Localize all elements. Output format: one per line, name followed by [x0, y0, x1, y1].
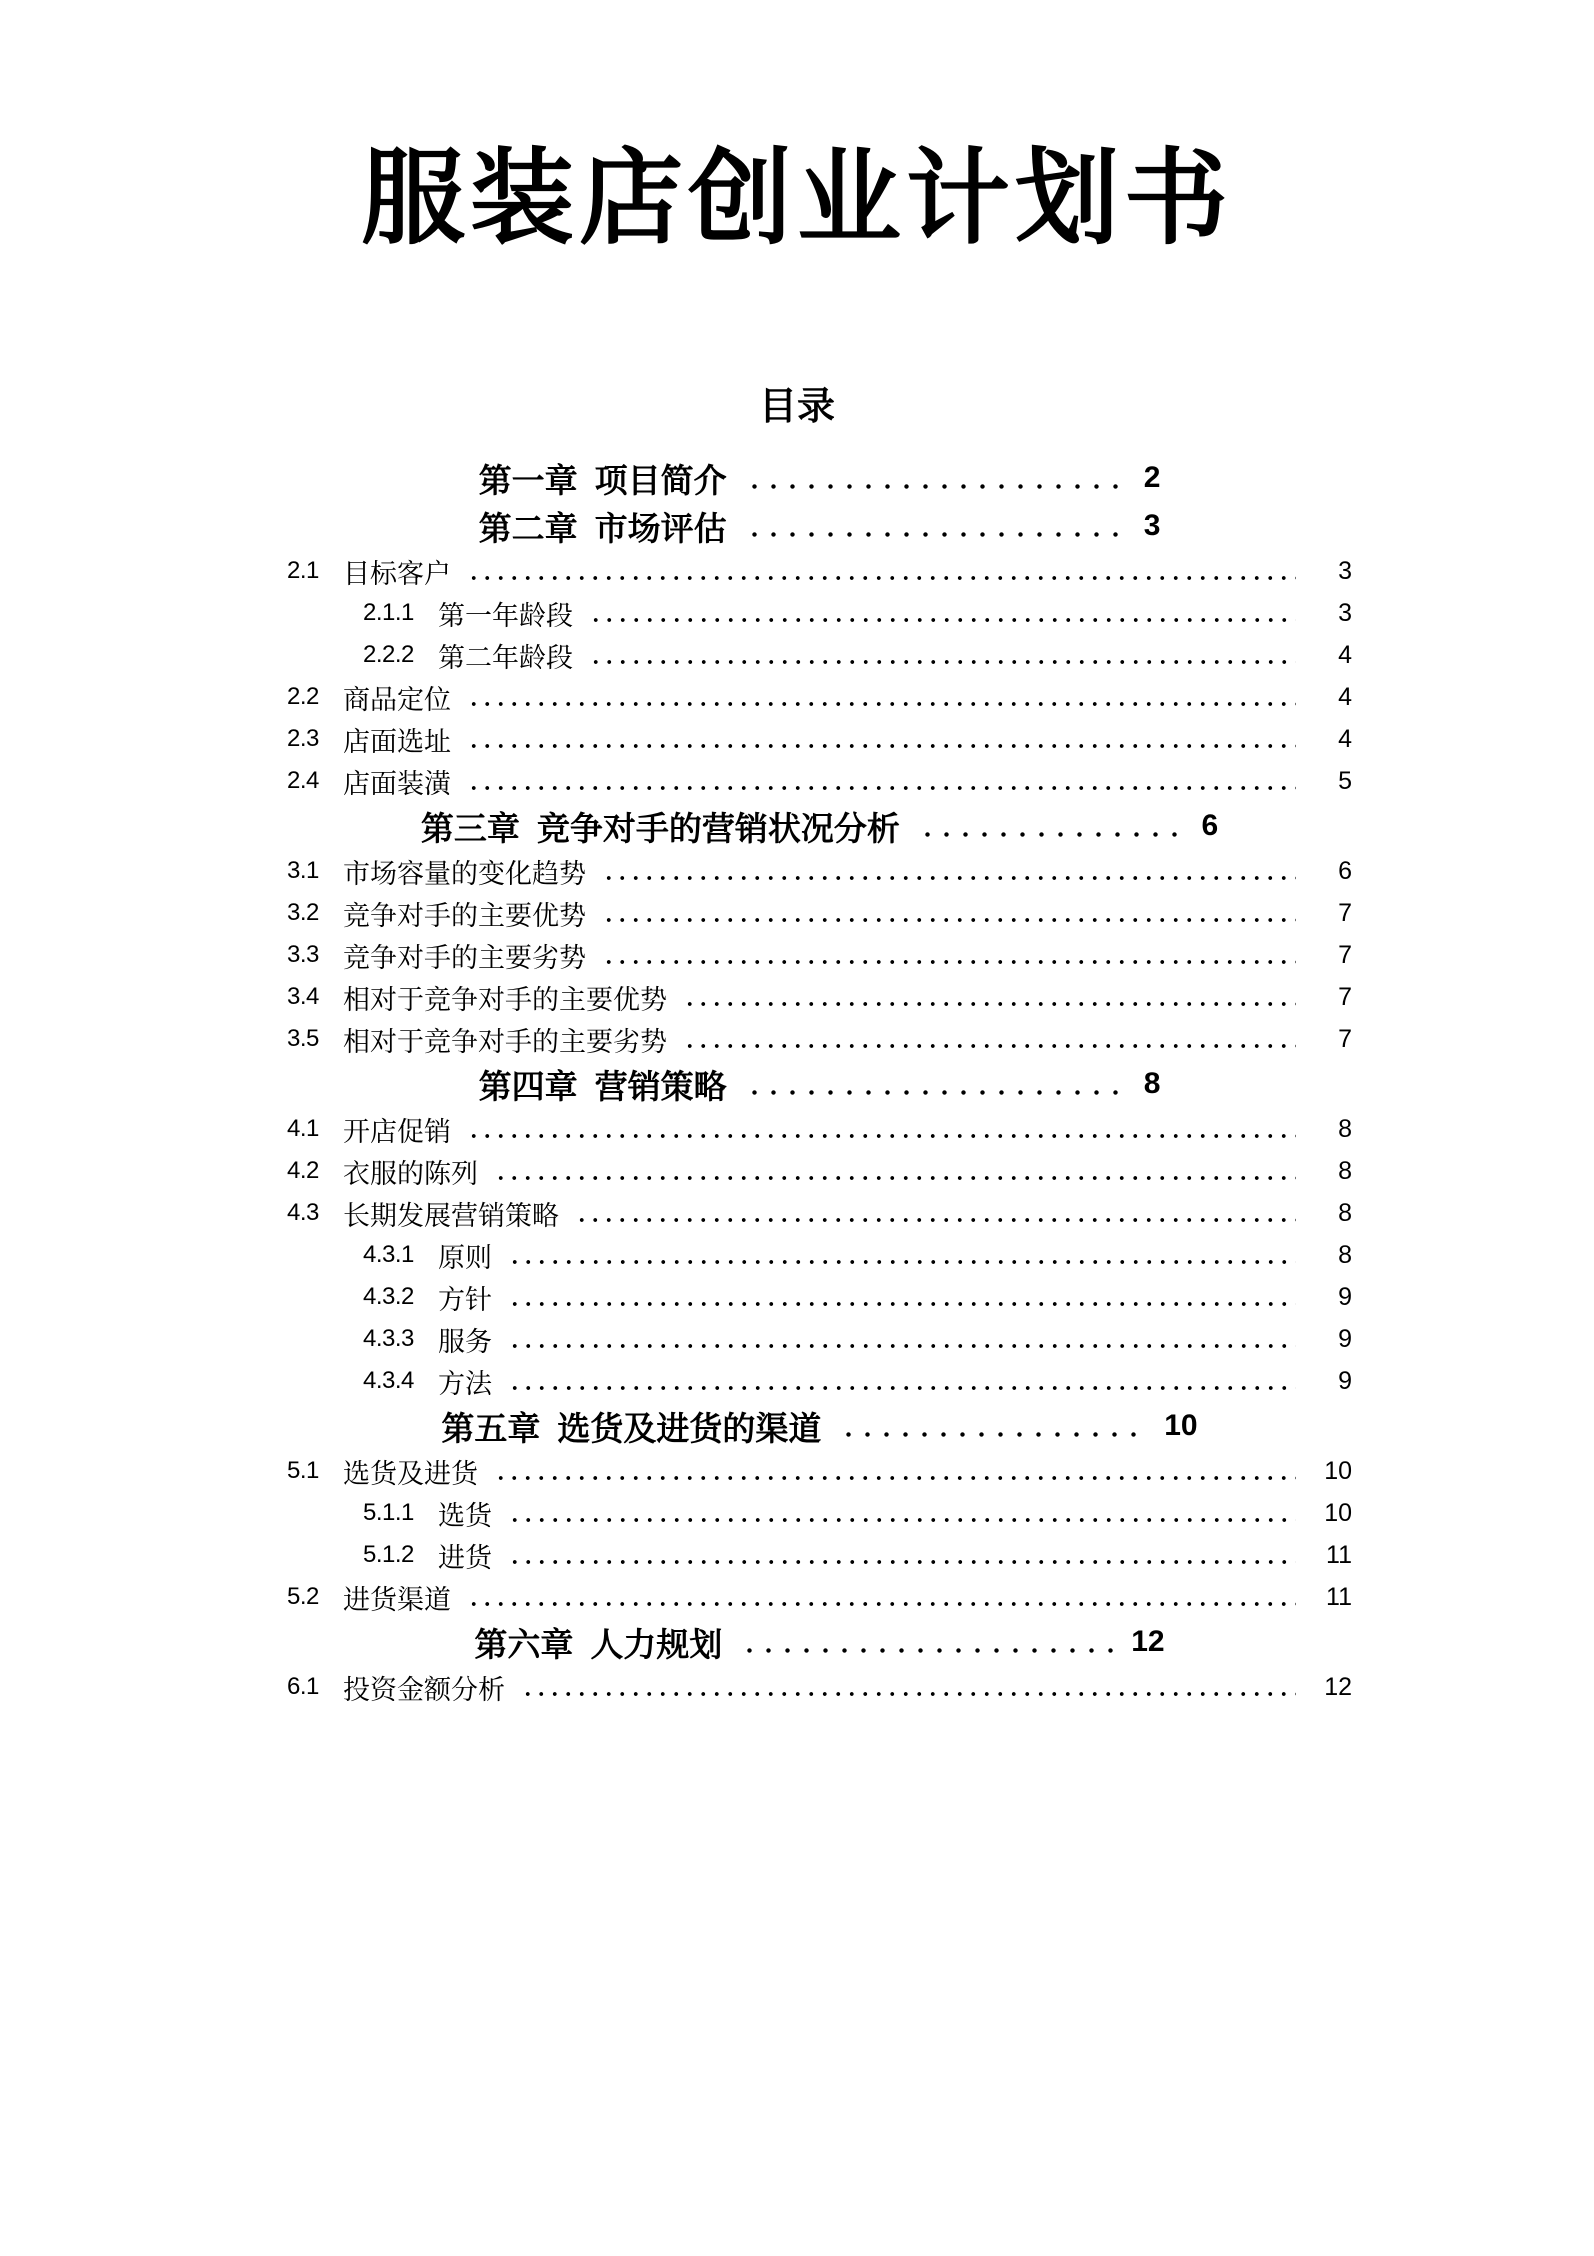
- toc-entry-number: 第三章: [420, 809, 520, 847]
- toc-entry-title: 营销策略: [594, 1067, 727, 1105]
- toc-entry-title: 市场评估: [594, 509, 727, 547]
- toc-page-number: 11: [1326, 1582, 1352, 1611]
- toc-page-number: 9: [1338, 1366, 1352, 1395]
- toc-leader-dots: [508, 1344, 1296, 1348]
- toc-entry-number: 4.1: [287, 1115, 319, 1143]
- toc-entry-number: 2.2: [287, 683, 319, 711]
- toc-entry: [363, 1276, 1352, 1318]
- toc-leader-dots: [683, 1002, 1296, 1006]
- toc-entry: [287, 802, 1352, 850]
- toc-entry: [287, 550, 1352, 592]
- toc-entry-number: 5.1.1: [363, 1499, 414, 1527]
- toc-entry: [287, 1618, 1352, 1666]
- toc-heading: 目录: [758, 386, 835, 429]
- toc-leader-dots: [494, 1476, 1296, 1480]
- toc-entry-title: 衣服的陈列: [343, 1158, 478, 1189]
- toc-entry: [287, 1576, 1352, 1618]
- toc-page-number: 6: [1201, 809, 1219, 843]
- toc-leader-dots: [740, 1648, 1115, 1653]
- toc-leader-dots: [508, 1260, 1296, 1264]
- toc-entry-number: 4.3.2: [363, 1283, 414, 1311]
- toc-entry: [287, 454, 1352, 502]
- toc-entry: [363, 1234, 1352, 1276]
- toc-leader-dots: [508, 1386, 1296, 1390]
- toc-entry-title: 进货: [438, 1542, 492, 1573]
- toc-entry-title: 选货及进货的渠道: [557, 1409, 822, 1447]
- toc-entry-number: 5.2: [287, 1583, 319, 1611]
- toc-entry-number: 3.5: [287, 1025, 319, 1053]
- toc-entry: [287, 1450, 1352, 1492]
- toc-leader-dots: [745, 484, 1128, 489]
- toc-entry-title: 方法: [438, 1368, 492, 1399]
- toc-entry-title: 店面选址: [343, 726, 451, 757]
- toc-leader-dots: [839, 1432, 1148, 1437]
- toc-entry-number: 3.4: [287, 983, 319, 1011]
- toc-entry: [287, 1666, 1352, 1708]
- toc-page-number: 12: [1324, 1672, 1352, 1701]
- toc-entry-title: 相对于竞争对手的主要优势: [343, 984, 667, 1015]
- toc-page-number: 3: [1143, 509, 1161, 543]
- toc-entry-number: 5.1.2: [363, 1541, 414, 1569]
- toc-leader-dots: [467, 1134, 1296, 1138]
- toc-page-number: 7: [1338, 982, 1352, 1011]
- toc-entry-number: 第二章: [478, 509, 578, 547]
- toc-leader-dots: [494, 1176, 1296, 1180]
- toc-entry: [363, 634, 1352, 676]
- toc-leader-dots: [745, 1090, 1128, 1095]
- toc-entry: [363, 1534, 1352, 1576]
- toc-page-number: 6: [1338, 856, 1352, 885]
- toc-entry-number: 4.3.1: [363, 1241, 414, 1269]
- toc-page-number: 2: [1143, 461, 1161, 495]
- toc-entry: [287, 760, 1352, 802]
- toc-leader-dots: [602, 960, 1296, 964]
- toc-leader-dots: [521, 1692, 1296, 1696]
- toc-entry: [287, 718, 1352, 760]
- toc-leader-dots: [467, 1602, 1296, 1606]
- toc-entry-number: 3.1: [287, 857, 319, 885]
- toc-entry-title: 第一年龄段: [438, 600, 573, 631]
- toc-leader-dots: [602, 876, 1296, 880]
- toc-entry-title: 原则: [438, 1242, 492, 1273]
- toc-leader-dots: [683, 1044, 1296, 1048]
- toc-page-number: 4: [1338, 724, 1352, 753]
- toc-entry-number: 2.2.2: [363, 641, 414, 669]
- toc-page-number: 8: [1338, 1198, 1352, 1227]
- toc-leader-dots: [918, 832, 1186, 837]
- toc-page-number: 7: [1338, 940, 1352, 969]
- toc-entry: [287, 976, 1352, 1018]
- toc-leader-dots: [602, 918, 1296, 922]
- toc-entry: [287, 502, 1352, 550]
- toc-entry-number: 2.3: [287, 725, 319, 753]
- toc-page-number: 9: [1338, 1282, 1352, 1311]
- toc-entry-number: 第五章: [441, 1409, 541, 1447]
- toc-page-number: 5: [1338, 766, 1352, 795]
- toc-entry: [287, 1402, 1352, 1450]
- toc-entry: [363, 1360, 1352, 1402]
- toc-entry-number: 第六章: [474, 1625, 574, 1663]
- toc-page-number: 7: [1338, 898, 1352, 927]
- toc-page-number: 10: [1324, 1456, 1352, 1485]
- toc-leader-dots: [575, 1218, 1296, 1222]
- toc-entry: [363, 592, 1352, 634]
- toc-entry-title: 选货及进货: [343, 1458, 478, 1489]
- toc-entry: [363, 1318, 1352, 1360]
- toc-page-number: 4: [1338, 682, 1352, 711]
- toc-entry-title: 长期发展营销策略: [343, 1200, 559, 1231]
- toc-entry-number: 6.1: [287, 1673, 319, 1701]
- toc-entry-number: 3.2: [287, 899, 319, 927]
- toc-entry: [363, 1492, 1352, 1534]
- toc-leader-dots: [745, 532, 1128, 537]
- toc-entry-title: 市场容量的变化趋势: [343, 858, 586, 889]
- toc-entry-title: 服务: [438, 1326, 492, 1357]
- toc-page-number: 8: [1338, 1156, 1352, 1185]
- toc-entry-number: 3.3: [287, 941, 319, 969]
- toc-page-number: 3: [1338, 598, 1352, 627]
- toc-entry-title: 开店促销: [343, 1116, 451, 1147]
- toc-entry-title: 选货: [438, 1500, 492, 1531]
- toc-entry: [287, 934, 1352, 976]
- toc-entry-title: 相对于竞争对手的主要劣势: [343, 1026, 667, 1057]
- toc-entry-number: 4.3.3: [363, 1325, 414, 1353]
- toc-entry-number: 4.3.4: [363, 1367, 414, 1395]
- toc-page-number: 10: [1324, 1498, 1352, 1527]
- toc-entry-title: 投资金额分析: [343, 1674, 505, 1705]
- toc-page-number: 8: [1143, 1067, 1161, 1101]
- toc-entry-number: 5.1: [287, 1457, 319, 1485]
- toc-leader-dots: [508, 1560, 1296, 1564]
- toc-entry: [287, 1108, 1352, 1150]
- toc-entry-title: 人力规划: [590, 1625, 723, 1663]
- toc-entry-title: 竞争对手的营销状况分析: [536, 809, 900, 847]
- toc-entry-title: 店面装潢: [343, 768, 451, 799]
- toc-entry-title: 项目简介: [594, 461, 727, 499]
- toc-entry-title: 竞争对手的主要优势: [343, 900, 586, 931]
- document-title: 服装店创业计划书: [360, 141, 1233, 257]
- toc-leader-dots: [467, 744, 1296, 748]
- toc-entry-title: 竞争对手的主要劣势: [343, 942, 586, 973]
- toc-entry: [287, 1150, 1352, 1192]
- toc-entry-number: 2.1: [287, 557, 319, 585]
- toc-entry-title: 目标客户: [343, 558, 451, 589]
- toc-page-number: 12: [1131, 1625, 1165, 1659]
- toc-page-number: 7: [1338, 1024, 1352, 1053]
- toc-entry: [287, 850, 1352, 892]
- toc-list: [0, 454, 1594, 1708]
- toc-page-number: 8: [1338, 1114, 1352, 1143]
- toc-page-number: 3: [1338, 556, 1352, 585]
- toc-entry-number: 2.1.1: [363, 599, 414, 627]
- toc-entry-title: 第二年龄段: [438, 642, 573, 673]
- toc-entry: [287, 1192, 1352, 1234]
- toc-page-number: 4: [1338, 640, 1352, 669]
- toc-leader-dots: [467, 702, 1296, 706]
- toc-leader-dots: [467, 786, 1296, 790]
- toc-page-number: 10: [1164, 1409, 1198, 1443]
- toc-entry-number: 第四章: [478, 1067, 578, 1105]
- toc-entry: [287, 892, 1352, 934]
- toc-entry: [287, 676, 1352, 718]
- toc-leader-dots: [508, 1302, 1296, 1306]
- toc-page-number: 9: [1338, 1324, 1352, 1353]
- toc-entry: [287, 1018, 1352, 1060]
- toc-entry-title: 进货渠道: [343, 1584, 451, 1615]
- toc-entry-title: 商品定位: [343, 684, 451, 715]
- toc-page-number: 8: [1338, 1240, 1352, 1269]
- toc-entry-number: 2.4: [287, 767, 319, 795]
- toc-entry-number: 4.2: [287, 1157, 319, 1185]
- toc-leader-dots: [508, 1518, 1296, 1522]
- toc-entry-title: 方针: [438, 1284, 492, 1315]
- toc-leader-dots: [589, 618, 1296, 622]
- toc-page-number: 11: [1326, 1540, 1352, 1569]
- toc-leader-dots: [589, 660, 1296, 664]
- toc-entry: [287, 1060, 1352, 1108]
- toc-entry-number: 第一章: [478, 461, 578, 499]
- toc-leader-dots: [467, 576, 1296, 580]
- toc-entry-number: 4.3: [287, 1199, 319, 1227]
